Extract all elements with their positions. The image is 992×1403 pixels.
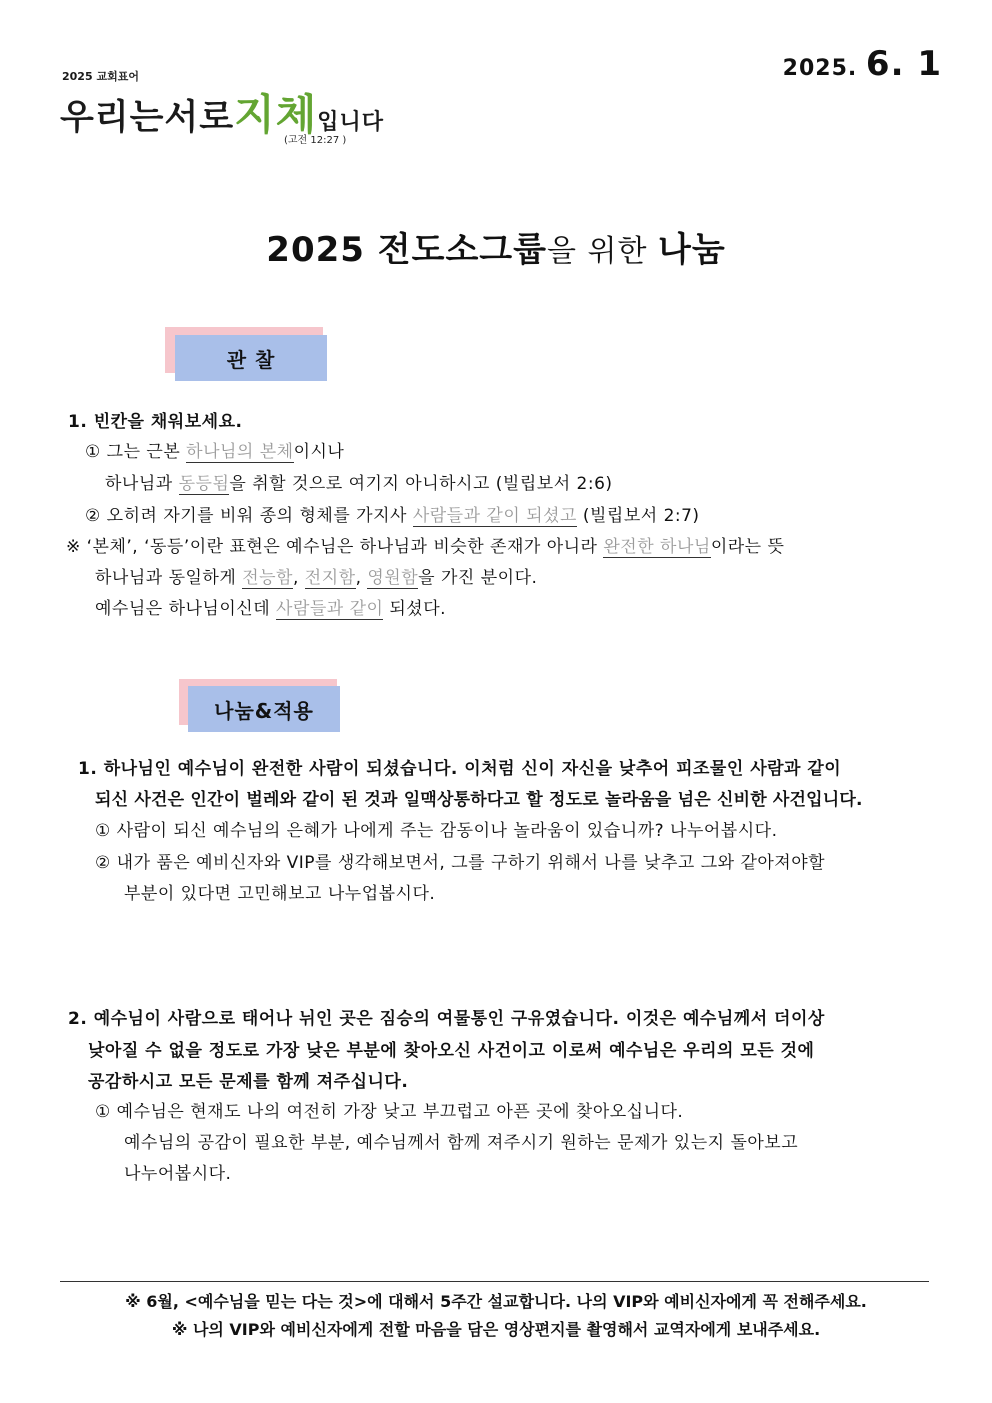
text: 예수님은 하나님이신데 — [95, 599, 277, 619]
section-tag-sharing: 나눔&적용 — [188, 686, 340, 732]
sharing-q1-answer-2-line-1: ② 내가 품은 예비신자와 VIP를 생각해보면서, 그를 구하기 위해서 나를 낮추고 그와 같아져야할 — [95, 853, 826, 873]
text: ② 오히려 자기를 비워 종의 형체를 가지사 — [85, 506, 413, 526]
sharing-q1-answer-1: ① 사람이 되신 예수님의 은혜가 나에게 주는 감동이나 놀라움이 있습니까? 나누어봅시다. — [95, 821, 778, 841]
sharing-q1-line-1: 1. 하나님인 예수님이 완전한 사람이 되셨습니다. 이처럼 신이 자신을 낮추어 피조물인 사람과 같이 — [78, 759, 842, 779]
text: 을 취할 것으로 여기지 아니하시고 (빌립보서 2:6) — [229, 474, 613, 494]
logo-text-1: 우리는서로 — [60, 98, 235, 138]
text: 되셨다. — [383, 599, 447, 619]
fill-line-2 — [105, 473, 613, 495]
date-month-day: 6. 1 — [865, 44, 942, 84]
sharing-q2-line-2: 낮아질 수 없을 정도로 가장 낮은 부분에 찾아오신 사건이고 이로써 예수님은 우리의 모든 것에 — [88, 1041, 815, 1061]
note-line-2 — [95, 567, 537, 589]
sharing-q1-line-2: 되신 사건은 인간이 벌레와 같이 된 것과 일맥상통하다고 할 정도로 놀라움을 넘은 신비한 사건입니다. — [95, 790, 863, 810]
footer-notice-2: ※ 나의 VIP와 예비신자에게 전할 마음을 담은 영상편지를 촬영해서 교역자에게 보내주세요. — [171, 1320, 821, 1339]
sharing-q2-line-1: 2. 예수님이 사람으로 태어나 뉘인 곳은 짐승의 여물통인 구유였습니다. 이것은 예수님께서 더이상 — [68, 1009, 825, 1029]
text: 하나님과 — [105, 474, 179, 494]
logo-verse-reference: (고전 12:27 ) — [284, 135, 347, 146]
note-line-1 — [66, 536, 784, 558]
logo-text-2: 지체 — [234, 90, 318, 139]
sharing-q2-answer-line-1: ① 예수님은 현재도 나의 여전히 가장 낮고 부끄럽고 아픈 곳에 찾아오십니다. — [95, 1102, 684, 1122]
blank-answer: 영원함 — [367, 568, 419, 588]
title-part-1: 2025 전도소그룹 — [266, 230, 547, 270]
text: (빌립보서 2:7) — [576, 506, 700, 526]
blank-answer: 동등됨 — [178, 474, 230, 494]
document-date — [783, 44, 942, 84]
sharing-q2-answer-line-2: 예수님의 공감이 필요한 부분, 예수님께서 함께 져주시기 원하는 문제가 있는지 돌아보고 — [124, 1133, 799, 1153]
blank-answer: 전지함 — [304, 568, 356, 588]
blank-answer: 완전한 하나님 — [603, 537, 711, 557]
text: ※ ‘본체’, ‘동등’이란 표현은 예수님은 하나님과 비슷한 존재가 아니라 — [66, 537, 604, 557]
text: , — [355, 568, 368, 588]
sharing-q2-line-3: 공감하시고 모든 문제를 함께 져주십니다. — [88, 1072, 409, 1092]
page-title — [0, 222, 992, 271]
footer-divider — [60, 1281, 929, 1282]
text: 이시나 — [293, 442, 345, 462]
fill-line-1 — [85, 441, 344, 463]
footer-notice-1: ※ 6월, <예수님을 믿는 다는 것>에 대해서 5주간 설교합니다. 나의 VIP와 예비신자에게 꼭 전해주세요. — [125, 1292, 867, 1311]
sharing-q1-answer-2-line-2: 부분이 있다면 고민해보고 나누업봅시다. — [124, 884, 436, 904]
blank-answer: 전능함 — [242, 568, 293, 588]
blank-answer: 사람들과 같이 되셨고 — [412, 506, 577, 526]
text: 하나님과 동일하게 — [95, 568, 243, 588]
question-1-heading: 1. 빈칸을 채워보세요. — [68, 412, 243, 432]
text: 이라는 뜻 — [710, 537, 785, 557]
text: , — [292, 568, 305, 588]
date-year: 2025. — [782, 56, 858, 81]
title-part-2: 을 위한 — [546, 234, 658, 269]
section-tag-observation: 관 찰 — [175, 335, 327, 381]
fill-line-3 — [85, 505, 700, 527]
title-part-3: 나눔 — [658, 230, 726, 270]
blank-answer: 하나님의 본체 — [186, 442, 294, 462]
text: ① 그는 근본 — [85, 442, 187, 462]
blank-answer: 사람들과 같이 — [276, 599, 384, 619]
sharing-q2-answer-line-3: 나누어봅시다. — [124, 1164, 232, 1184]
logo-text-3: 입니다 — [317, 110, 384, 135]
note-line-3 — [95, 598, 446, 620]
logo-caption: 2025 교회표어 — [62, 70, 139, 83]
text: 을 가진 분이다. — [418, 568, 538, 588]
